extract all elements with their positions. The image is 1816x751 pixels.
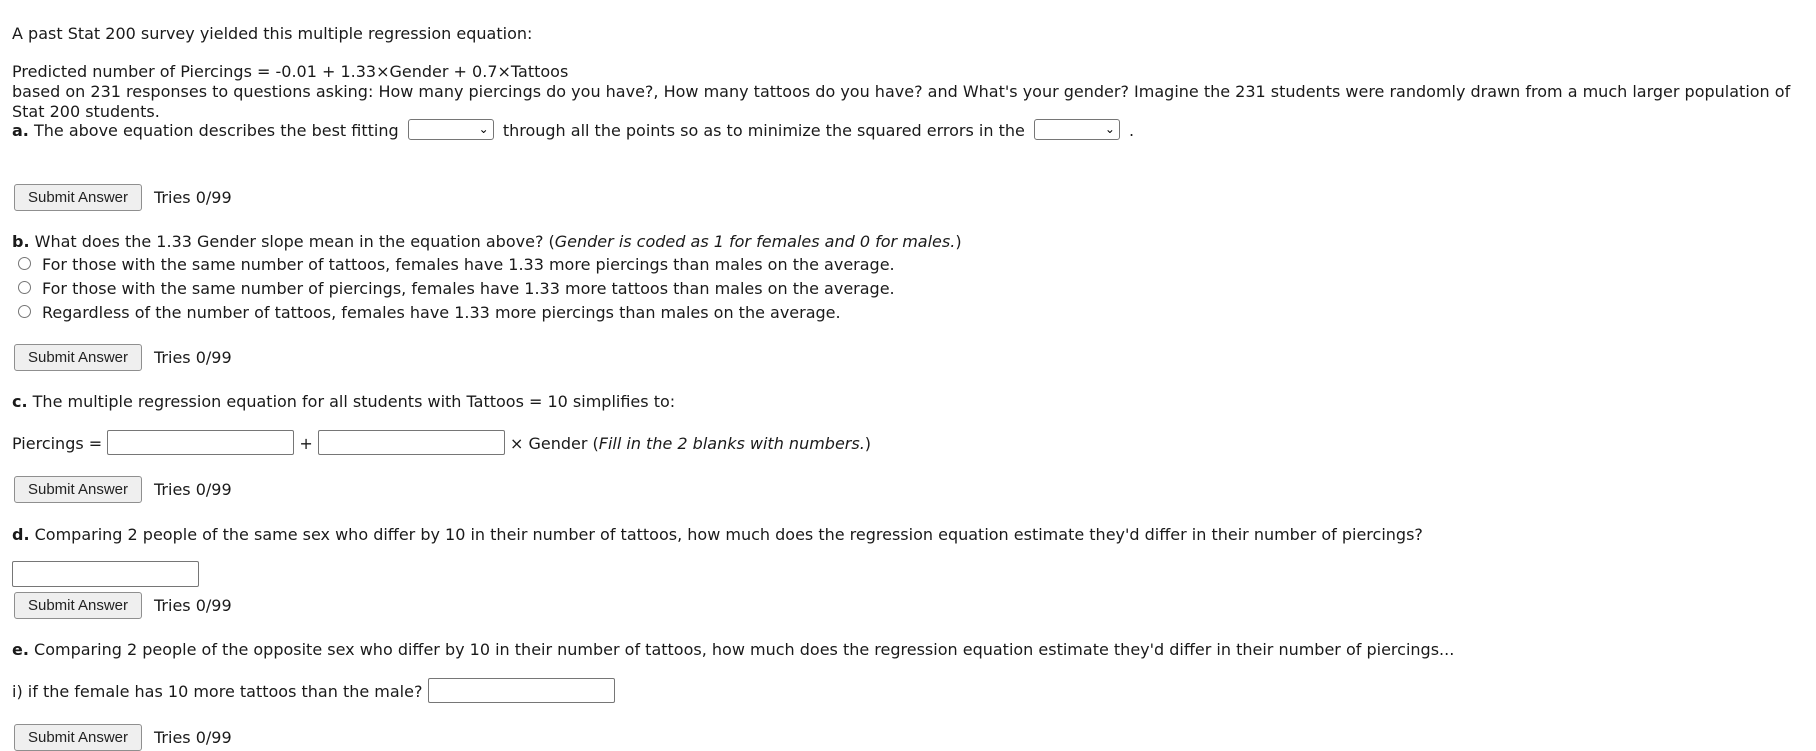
part-c-slope-input[interactable]	[318, 430, 505, 455]
part-c-note: Fill in the 2 blanks with numbers.	[598, 434, 865, 453]
part-e-label: e.	[12, 640, 29, 659]
part-b-option-3-label: Regardless of the number of tattoos, females have 1.33 more piercings than males on the average.	[42, 303, 841, 322]
part-c-times-gender: × Gender (	[509, 434, 599, 453]
part-c-tries: Tries 0/99	[154, 480, 232, 499]
survey-description: based on 231 responses to questions asking: How many piercings do you have?, How many tattoos do you have? and What's your gender? Imagine the 231 students were randomly drawn from a much larger population of Stat 200 students.	[12, 82, 1791, 121]
part-b-text: What does the 1.33 Gender slope mean in the equation above? (	[34, 232, 555, 251]
part-c-submit-button[interactable]: Submit Answer	[14, 476, 142, 503]
chevron-down-icon: ⌄	[1104, 122, 1115, 136]
part-a-question	[12, 121, 1134, 142]
part-b-tries: Tries 0/99	[154, 348, 232, 367]
part-a-tries: Tries 0/99	[154, 188, 232, 207]
radio-button[interactable]	[18, 257, 31, 270]
part-c-lhs: Piercings =	[12, 434, 103, 453]
part-a-text-middle: through all the points so as to minimize the squared errors in the	[502, 121, 1025, 140]
chevron-down-icon: ⌄	[478, 122, 489, 136]
part-b-option-1[interactable]	[18, 255, 895, 275]
part-d-text: Comparing 2 people of the same sex who differ by 10 in their number of tattoos, how much does the regression equation estimate they'd differ in their number of piercings?	[34, 525, 1423, 544]
radio-button[interactable]	[18, 305, 31, 318]
part-d-submit-button[interactable]: Submit Answer	[14, 592, 142, 619]
part-d-tries: Tries 0/99	[154, 596, 232, 615]
intro-text: A past Stat 200 survey yielded this multiple regression equation:	[12, 24, 533, 43]
part-b-label: b.	[12, 232, 30, 251]
part-a-label: a.	[12, 121, 29, 140]
part-b-option-2-label: For those with the same number of piercings, females have 1.33 more tattoos than males on the average.	[42, 279, 895, 298]
part-b-option-2[interactable]	[18, 279, 895, 299]
part-d-input[interactable]	[12, 561, 199, 587]
part-b-close-paren: )	[955, 232, 962, 251]
part-d-label: d.	[12, 525, 30, 544]
part-b-submit-button[interactable]: Submit Answer	[14, 344, 142, 371]
part-e-text: Comparing 2 people of the opposite sex who differ by 10 in their number of tattoos, how much does the regression equation estimate they'd differ in their number of piercings...	[34, 640, 1455, 659]
part-c-close-paren: )	[864, 434, 872, 453]
part-a-select-1[interactable]	[408, 119, 494, 140]
part-c-intercept-input[interactable]	[107, 430, 294, 455]
part-b-option-3[interactable]	[18, 303, 841, 323]
part-c-text: The multiple regression equation for all students with Tattoos = 10 simplifies to:	[32, 392, 676, 411]
radio-button[interactable]	[18, 281, 31, 294]
part-b-option-1-label: For those with the same number of tattoos, females have 1.33 more piercings than males on the average.	[42, 255, 895, 274]
part-d-question	[12, 525, 1423, 545]
part-c-equation	[12, 432, 871, 457]
part-e-tries: Tries 0/99	[154, 728, 232, 747]
part-a-submit-button[interactable]: Submit Answer	[14, 184, 142, 211]
part-c-question	[12, 392, 675, 412]
part-e-submit-button[interactable]: Submit Answer	[14, 724, 142, 751]
part-c-plus: +	[299, 434, 313, 453]
part-a-text-after: .	[1129, 121, 1135, 140]
part-e-sub-i-input[interactable]	[428, 678, 615, 703]
regression-equation: Predicted number of Piercings = -0.01 + 1.33×Gender + 0.7×Tattoos	[12, 62, 569, 81]
part-a-select-2[interactable]	[1034, 119, 1120, 140]
part-e-sub-i	[12, 680, 615, 705]
part-e-question	[12, 640, 1454, 660]
part-b-question	[12, 232, 962, 252]
part-a-text-before: The above equation describes the best fitting	[33, 121, 399, 140]
part-c-label: c.	[12, 392, 28, 411]
part-b-note: Gender is coded as 1 for females and 0 for males.	[554, 232, 956, 251]
part-e-sub-i-text: i) if the female has 10 more tattoos than the male?	[12, 682, 423, 701]
